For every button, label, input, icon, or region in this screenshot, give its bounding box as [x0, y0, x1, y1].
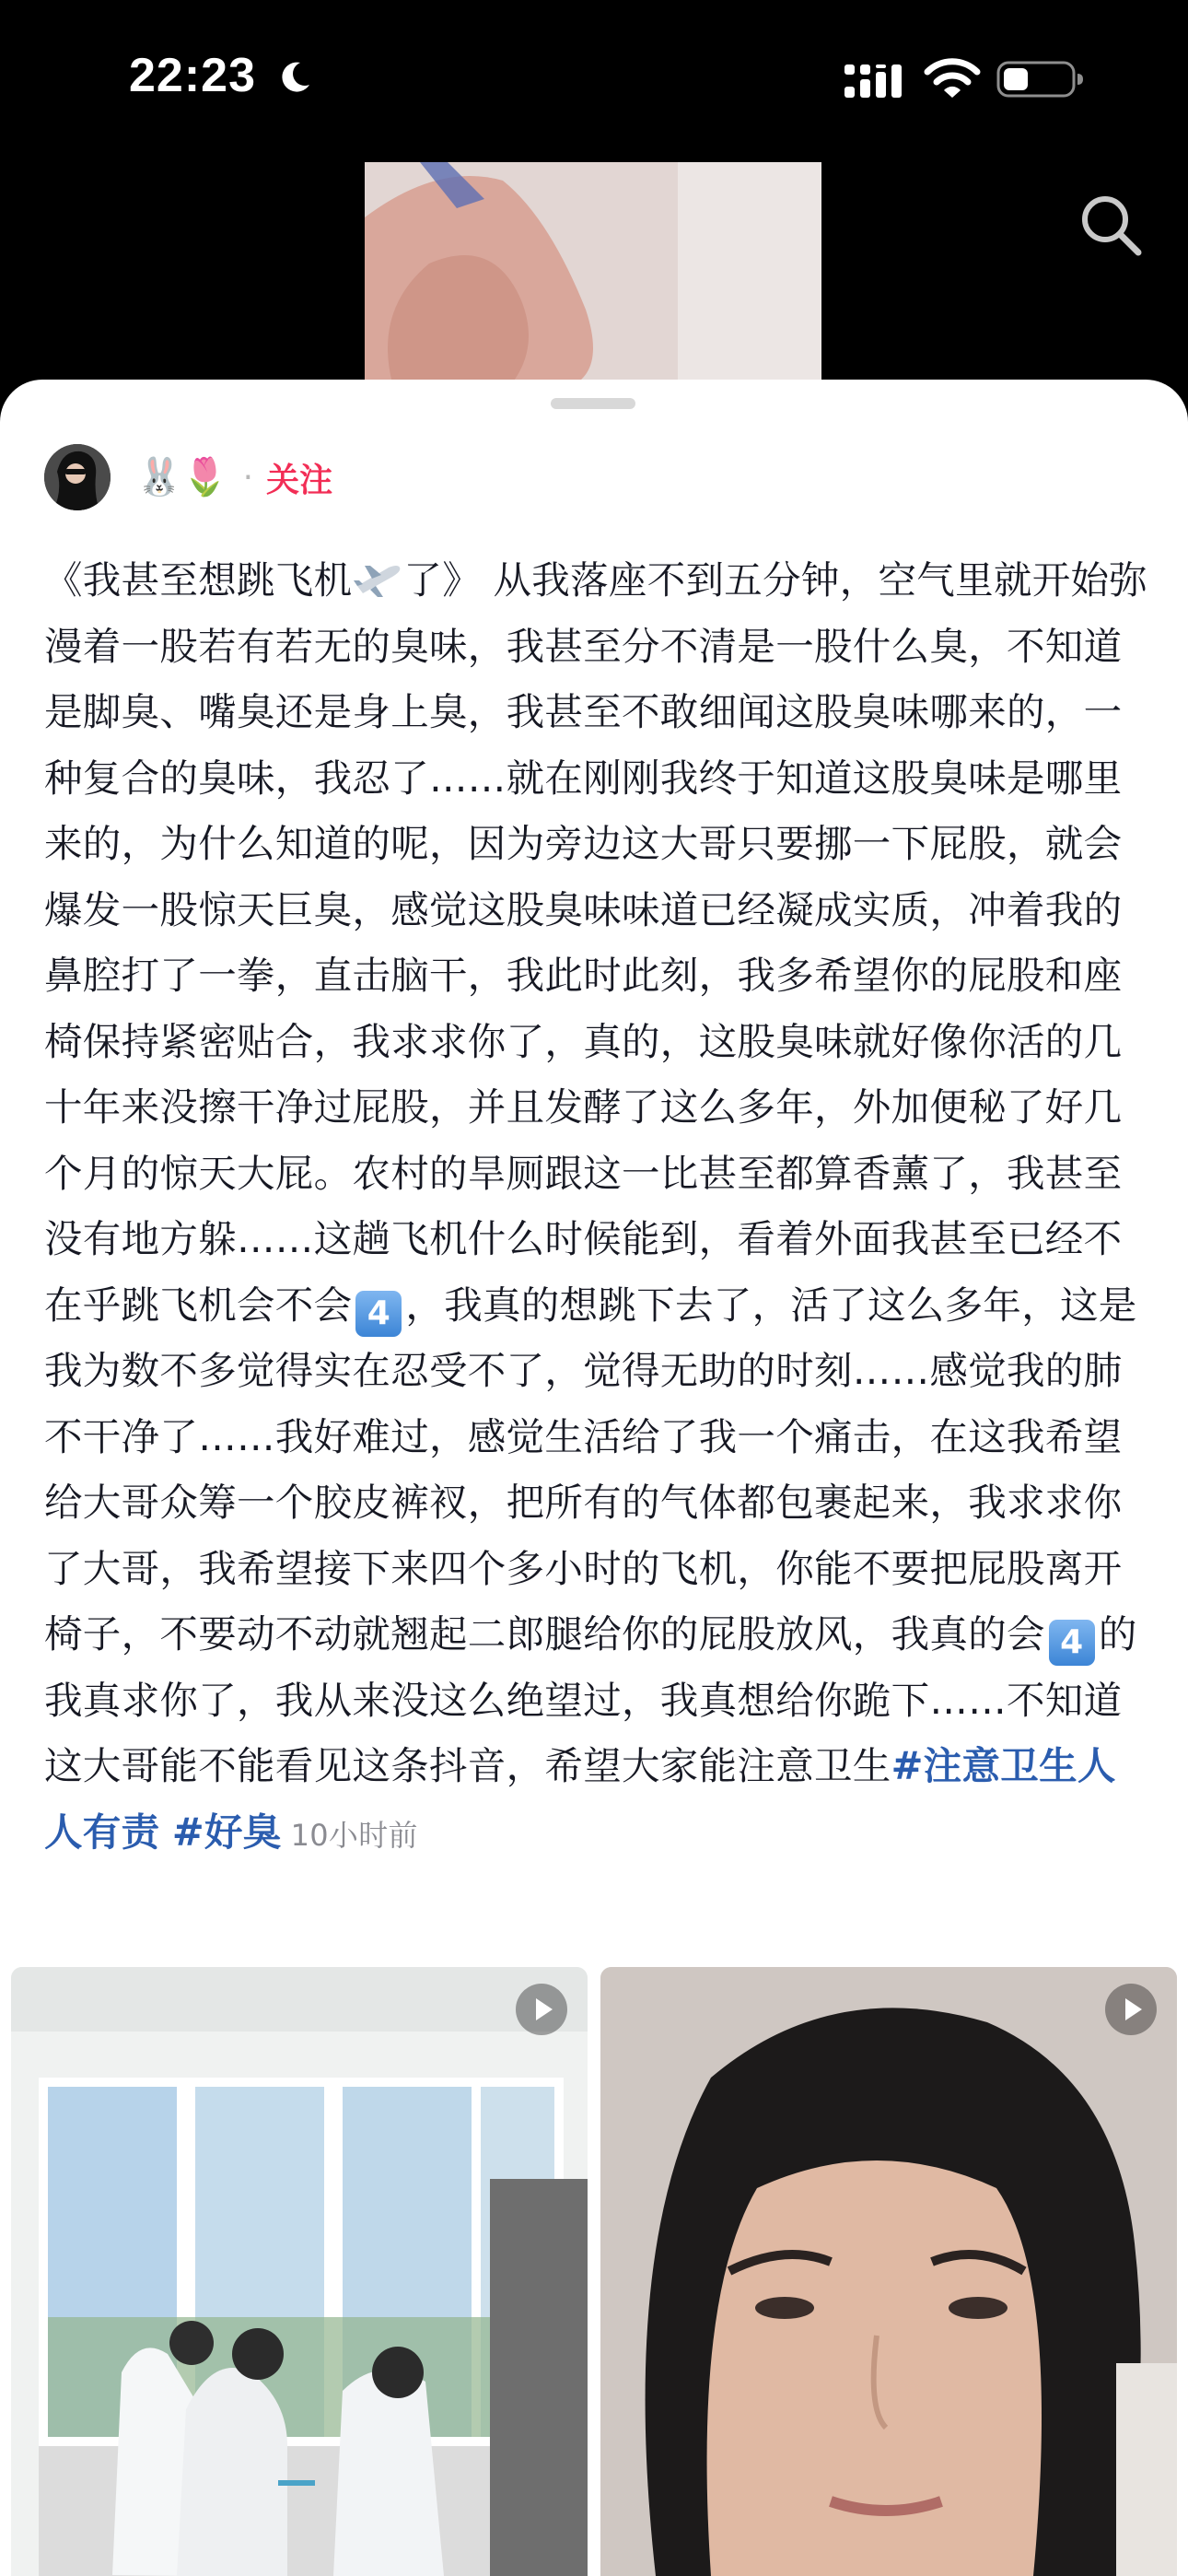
- hashtag-link[interactable]: #注意卫生人人有责: [44, 1743, 1116, 1855]
- signal-icon: [843, 63, 907, 100]
- separator-dot: ·: [242, 458, 254, 497]
- avatar-image: [44, 444, 111, 510]
- airplane-icon: [352, 558, 403, 601]
- post-text-segment: 《我甚至想跳飞机: [44, 557, 353, 603]
- follow-button[interactable]: 关注: [266, 461, 333, 499]
- thumbnail-image: [600, 1967, 1177, 2576]
- post-text: [44, 547, 1149, 1868]
- keycap-four-icon: 4: [355, 1291, 402, 1337]
- moon-icon: [276, 59, 313, 96]
- status-time: 22:23: [129, 49, 256, 102]
- avatar[interactable]: [44, 444, 111, 510]
- author-row: [44, 442, 332, 512]
- video-preview[interactable]: [365, 162, 821, 383]
- hashtag-link[interactable]: #好臭: [171, 1809, 282, 1855]
- play-icon[interactable]: [1103, 1982, 1159, 2037]
- post-text-segment: ，我真的想跳下去了，活了这么多年，这是我为数不多觉得实在忍受不了，觉得无助的时刻……感觉我的肺不干净了……我好难过，感觉生活给了我一个痛击，在这我希望给大哥众筹一个胶皮裤衩，把所有的气体都包裹起来，我求求你了大哥，我希望接下来四个多小时的飞机，你能不要把屁股离开椅子，不要动不动就翘起二郎腿给你的屁股放风，我真的会: [44, 1282, 1137, 1657]
- thumbnail-image: [11, 1967, 588, 2576]
- video-frame: [365, 162, 821, 383]
- status-bar: [0, 0, 1188, 157]
- post-text-segment: 的 我真求你了，我从来没这么绝望过，我真想给你跪下……不知道这大哥能不能看见这条抖音，希望大家能注意卫生: [44, 1611, 1137, 1788]
- search-icon[interactable]: [1077, 192, 1144, 258]
- drag-handle[interactable]: [551, 398, 635, 409]
- post-text-segment: 了》 从我落座不到五分钟，空气里就开始弥漫着一股若有若无的臭味，我甚至分不清是一股什么臭，不知道是脚臭、嘴臭还是身上臭，我甚至不敢细闻这股臭味哪来的，一种复合的臭味，我忍了……就在刚刚我终于知道这股臭味是哪里来的，为什么知道的呢，因为旁边这大哥只要挪一下屁股，就会爆发一股惊天巨臭，感觉这股臭味味道已经凝成实质，冲着我的鼻腔打了一拳，直击脑干，我此时此刻，我多希望你的屁股和座椅保持紧密贴合，我求求你了，真的，这股臭味就好像你活的几十年来没擦干净过屁股，并且发酵了这么多年，外加便秘了好几个月的惊天大屁。农村的旱厕跟这一比甚至都算香薰了，我甚至没有地方躲……这趟飞机什么时候能到，看着外面我甚至已经不在乎跳飞机会不会: [44, 557, 1148, 1328]
- post-time: 10小时前: [290, 1817, 418, 1853]
- author-name[interactable]: 🐰🌷: [136, 456, 228, 498]
- wifi-icon: [924, 57, 981, 101]
- play-icon[interactable]: [514, 1982, 569, 2037]
- video-thumbnail[interactable]: [600, 1967, 1177, 2576]
- video-thumbnail[interactable]: [11, 1967, 588, 2576]
- battery-icon: [996, 59, 1085, 100]
- keycap-four-icon: 4: [1049, 1620, 1095, 1666]
